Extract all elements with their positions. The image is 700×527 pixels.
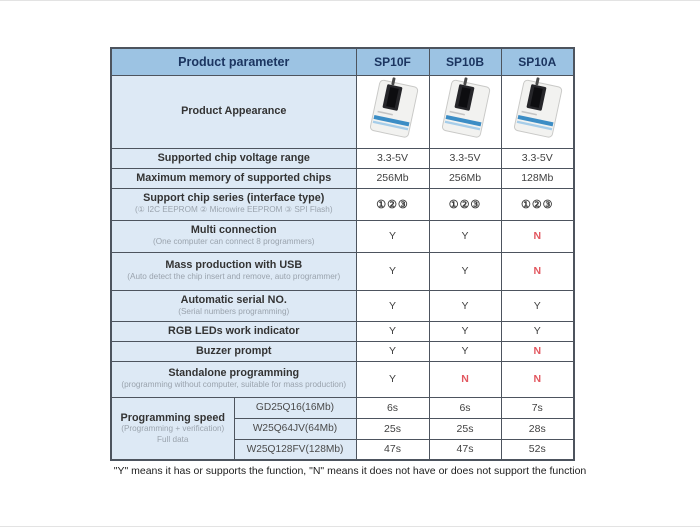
spec-row-chip-series [111,188,574,220]
appearance-row [111,75,574,148]
header-product-parameter: Product parameter [111,48,356,75]
appearance-label-cell [111,75,356,148]
spec-row-standalone [111,361,574,397]
row-label: Automatic serial NO. [180,293,287,306]
speed-label: Programming speed [120,411,225,424]
spec-value-cell: 47s [356,439,429,460]
spec-row-serial-no [111,290,574,321]
spec-value-cell: 6s [356,397,429,418]
spec-value-cell: Y [429,252,501,290]
spec-value-cell: Y [429,220,501,252]
spec-row-rgb-leds [111,321,574,341]
spec-value-cell: N [501,252,574,290]
spec-value-cell: Y [356,361,429,397]
spec-value-cell: Y [429,321,501,341]
row-label: Mass production with USB [165,259,303,272]
spec-value-cell: Y [356,220,429,252]
product-image-sp10b [434,76,496,142]
spec-value-cell: 3.3-5V [429,148,501,168]
row-label: RGB LEDs work indicator [168,324,300,337]
row-label: Standalone programming [168,367,300,380]
spec-value-cell: Y [501,321,574,341]
spec-value-cell: 47s [429,439,501,460]
legend-note: "Y" means it has or supports the function, "N" means it does not have or does not support the function [113,465,587,477]
product-image-cell-sp10f [356,75,429,148]
spec-row-mass-production [111,252,574,290]
spec-value-cell: ①②③ [501,188,574,220]
speed-sublabel2: Full data [157,434,189,444]
spec-value-cell: ①②③ [429,188,501,220]
appearance-label: Product Appearance [181,105,287,118]
spec-value-cell: 256Mb [429,168,501,188]
speed-sublabel: (Programming + verification) [121,424,225,434]
spec-value-cell: Y [356,290,429,321]
spec-value-cell: Y [501,290,574,321]
product-image-sp10a [506,76,568,142]
spec-value-cell: ①②③ [356,188,429,220]
row-sublabel: (① I2C EEPROM ② Microwire EEPROM ③ SPI Flash) [134,205,333,215]
spec-value-cell: 25s [429,418,501,439]
speed-row-1 [111,397,574,418]
header-sp10b: SP10B [429,48,501,75]
spec-value-cell: N [501,341,574,361]
spec-value-cell: 25s [356,418,429,439]
spec-value-cell: Y [356,321,429,341]
speed-label-cell [111,397,234,460]
spec-value-cell: 3.3-5V [501,148,574,168]
spec-value-cell: N [501,361,574,397]
table-header-row [111,48,574,75]
spec-value-cell: Y [429,290,501,321]
spec-value-cell: 128Mb [501,168,574,188]
header-sp10a: SP10A [501,48,574,75]
spec-value-cell: 256Mb [356,168,429,188]
row-label: Multi connection [190,224,277,237]
row-label: Supported chip voltage range [157,151,310,164]
spec-value-cell: N [429,361,501,397]
product-image-sp10f [362,76,424,142]
product-image-cell-sp10b [429,75,501,148]
spec-value-cell: Y [356,341,429,361]
row-sublabel: (programming without computer, suitable for mass production) [121,380,347,390]
speed-chip-name: W25Q128FV(128Mb) [234,439,356,460]
spec-value-cell: 3.3-5V [356,148,429,168]
row-label: Support chip series (interface type) [143,192,325,205]
row-sublabel: (Auto detect the chip insert and remove, auto programmer) [127,272,341,282]
speed-chip-name: GD25Q16(16Mb) [234,397,356,418]
spec-row-voltage [111,148,574,168]
spec-value-cell: 7s [501,397,574,418]
header-sp10f: SP10F [356,48,429,75]
spec-value-cell: Y [429,341,501,361]
row-label: Buzzer prompt [195,344,272,357]
spec-row-memory [111,168,574,188]
row-sublabel: (One computer can connect 8 programmers) [152,237,315,247]
speed-chip-name: W25Q64JV(64Mb) [234,418,356,439]
product-image-cell-sp10a [501,75,574,148]
spec-value-cell: 6s [429,397,501,418]
row-sublabel: (Serial numbers programming) [178,306,290,316]
row-label: Maximum memory of supported chips [136,171,332,184]
spec-value-cell: Y [356,252,429,290]
spec-value-cell: N [501,220,574,252]
spec-row-multi-connection [111,220,574,252]
spec-value-cell: 28s [501,418,574,439]
product-comparison-table [110,47,575,461]
spec-value-cell: 52s [501,439,574,460]
spec-row-buzzer [111,341,574,361]
